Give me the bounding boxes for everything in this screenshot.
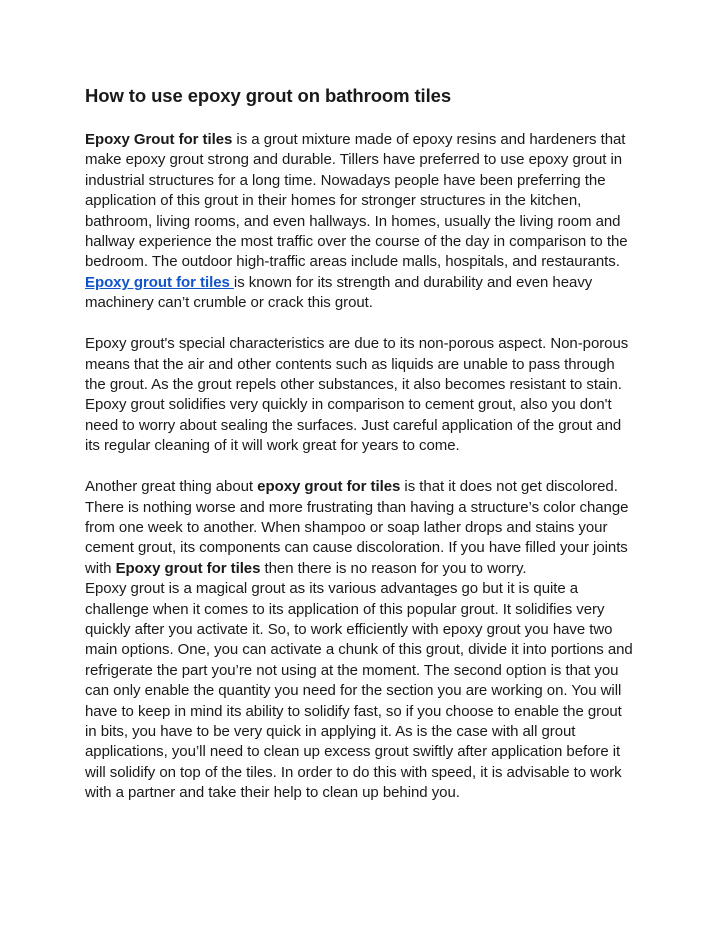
document-title: How to use epoxy grout on bathroom tiles [85, 85, 452, 106]
paragraph-text: is that it does not get discolored. There is nothing worse and more frustrating than having a structure’s color change from one week to another. When shampoo or soap lather drops and stains your cement grout, its components can cause discoloration. If you have filled your joints with [85, 478, 629, 577]
document-body [85, 82, 637, 804]
paragraph-1 [85, 130, 637, 314]
paragraph-2: Epoxy grout's special characteristics are due to its non-porous aspect. Non-porous means that the air and other contents such as liquids are unable to pass through the grout. As the grout repels other substances, it also becomes resistant to stain. Epoxy grout solidifies very quickly in comparison to cement grout, also you don't need to worry about sealing the surfaces. Just careful application of the grout and its regular cleaning of it will work great for years to come. [85, 335, 629, 455]
bold-phrase: Epoxy Grout for tiles [85, 131, 233, 148]
paragraph-text: is known for its strength and durability and even heavy machinery can’t crumble or crack this grout. [85, 273, 593, 312]
epoxy-grout-link[interactable]: Epoxy grout for tiles [85, 273, 234, 291]
paragraph-3 [85, 477, 637, 579]
bold-phrase: Epoxy grout for tiles [115, 559, 261, 577]
bold-phrase: epoxy grout for tiles [257, 478, 401, 496]
paragraph-4: Epoxy grout is a magical grout as its various advantages go but it is quite a challenge when it comes to its application of this popular grout. It solidifies very quickly after you activate it. So, to work efficiently with epoxy grout you have two main options. One, you can activate a chunk of this grout, divide it into portions and refrigerate the part you’re not using at the moment. The second option is that you can only enable the quantity you need for the section you are working on. You will have to keep in mind its ability to solidify fast, so if you choose to enable the grout in bits, you have to be very quick in applying it. As is the case with all grout applications, you’ll need to clean up excess grout swiftly after application before it will solidify on top of the tiles. In order to do this with speed, it is advisable to work with a partner and take their help to clean up behind you. [85, 580, 633, 802]
paragraph-text: then there is no reason for you to worry. [260, 559, 527, 577]
paragraph-text: Another great thing about [85, 478, 258, 496]
paragraph-text: is a grout mixture made of epoxy resins and hardeners that make epoxy grout strong and durable. Tillers have preferred to use epoxy grout in industrial structures for a long time. Nowadays people have been preferring the application of this grout in their homes for stronger structures in the kitchen, bathroom, living rooms, and even hallways. In homes, usually the living room and hallway experience the most traffic over the course of the day in comparison to the bedroom. The outdoor high-traffic areas include malls, hospitals, and restaurants. [85, 131, 628, 271]
